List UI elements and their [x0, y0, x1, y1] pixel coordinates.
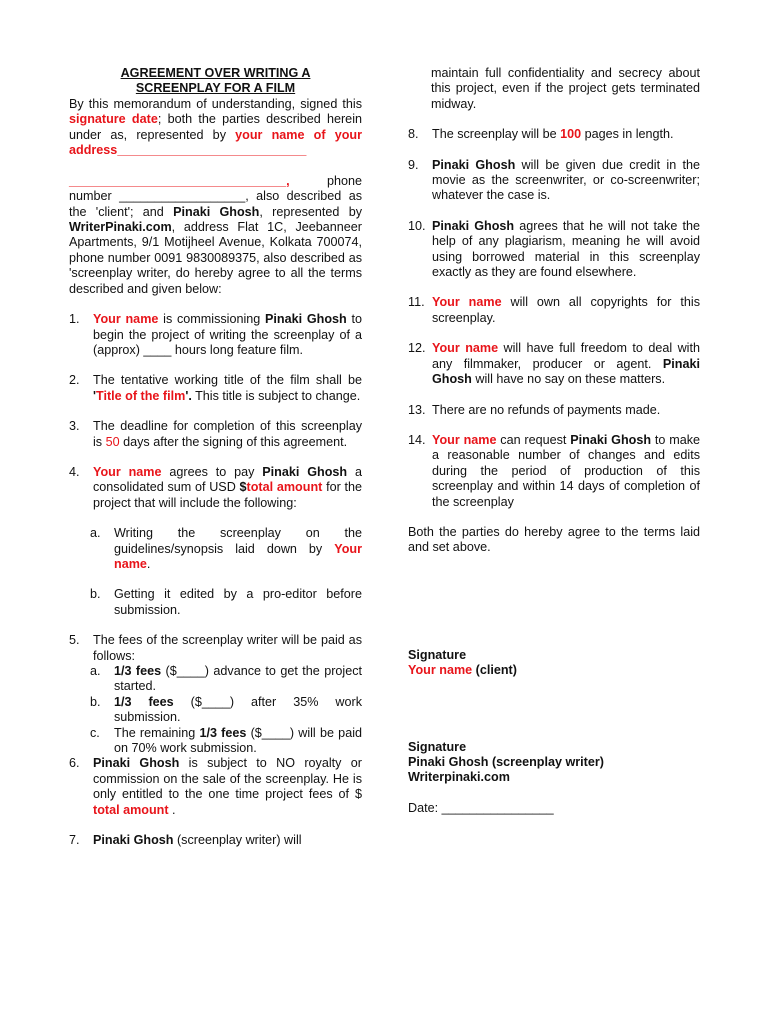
right-column	[408, 66, 700, 816]
clause-9: 9. Pinaki Ghosh will be given due credit in the movie as the screenwriter, or co-screenwriter; whatever the case is.	[408, 157, 700, 203]
clause-6: 6. Pinaki Ghosh is subject to NO royalty or commission on the sale of the screenplay. He is only entitled to the one time project fees of $ total amount .	[69, 756, 362, 817]
left-column	[69, 66, 362, 848]
clause-4b: b. Getting it edited by a pro-editor before submission.	[90, 587, 362, 617]
intro-paragraph: By this memorandum of understanding, signed this signature date; both the parties described herein under as, represented by your name of your address___________________________ _______________________________, phone number __________________, also described as the 'client'; and Pinaki Ghosh, represented by WriterPinaki.com, address Flat 1C, Jeebanneer Apartments, 9/1 Motijheel Avenue, Kolkata 700074, phone number 0091 9830089375, also described as 'screenplay writer, do hereby agree to all the terms described and given below:	[69, 96, 363, 296]
clause-3: 3. The deadline for completion of this screenplay is 50 days after the signing of this agreement.	[69, 419, 362, 449]
clause-5c: c. The remaining 1/3 fees ($____) will be paid on 70% work submission.	[90, 725, 362, 756]
writer-signature-label: Signature	[408, 739, 467, 754]
clause-10: 10. Pinaki Ghosh agrees that he will not take the help of any plagiarism, meaning he will avoid using borrowed material in this screenplay exactly as they are found elsewhere.	[408, 218, 700, 280]
client-signature-name: Your name	[408, 663, 473, 678]
pages-field: 100	[560, 127, 582, 142]
signature-date-field: signature date	[69, 112, 158, 127]
clause-4: 4. Your name agrees to pay Pinaki Ghosh a consolidated sum of USD $total amount for the project that will include the following:	[69, 464, 363, 510]
client-name-field: Your name	[93, 312, 159, 327]
date-line: Date: ________________	[408, 800, 554, 815]
clause-5: 5. The fees of the screenplay writer will be paid as follows:	[69, 633, 362, 663]
clause-1: 1. Your name is commissioning Pinaki Ghosh to begin the project of writing the screenplay of a (approx) ____ hours long feature film.	[69, 312, 362, 357]
phone-blank: __________________	[119, 189, 246, 204]
client-name-address-field: your name of your address	[69, 127, 362, 158]
clause-7: 7. Pinaki Ghosh (screenplay writer) will	[69, 833, 302, 848]
clause-12: 12. Your name will have full freedom to deal with any filmmaker, producer or agent. Pinaki Ghosh will have no say on these matters.	[408, 341, 700, 387]
writer-signature-block	[408, 740, 700, 786]
clause-8: 8. The screenplay will be 100 pages in length.	[408, 127, 674, 142]
date-blank: ________________	[441, 800, 554, 815]
days-field: 50	[105, 434, 120, 449]
clause-14: 14. Your name can request Pinaki Ghosh to make a reasonable number of changes and edits during the period of production of this screenplay and within 14 days of completion of the screenplay	[408, 432, 701, 509]
clause-2: 2. The tentative working title of the film shall be 'Title of the film'. This title is subject to change.	[69, 373, 362, 403]
writer-website: Writerpinaki.com	[408, 770, 510, 785]
agreement-title: AGREEMENT OVER WRITING A SCREENPLAY FOR A FILM	[120, 66, 311, 96]
clause-4a: a. Writing the screenplay on the guidelines/synopsis laid down by Your name.	[90, 526, 362, 571]
writer-signature-name: Pinaki Ghosh (screenplay writer)	[408, 754, 604, 769]
closing-statement: Both the parties do hereby agree to the terms laid and set above.	[408, 524, 700, 555]
client-signature-block: Signature Your name (client)	[408, 648, 700, 679]
client-signature-label: Signature	[408, 647, 467, 662]
clause-5a: a. 1/3 fees ($____) advance to get the project started.	[90, 664, 362, 694]
total-amount-field: total amount	[246, 480, 323, 495]
clause-5b: b. 1/3 fees ($____) after 35% work submission.	[90, 694, 362, 725]
clause-7-continued: maintain full confidentiality and secrecy about this project, even if the project gets terminated midway.	[431, 66, 700, 111]
film-title-field: Title of the film	[96, 388, 186, 403]
clause-13: 13. There are no refunds of payments made.	[408, 402, 661, 417]
clause-11: 11. Your name will own all copyrights for this screenplay.	[408, 295, 700, 325]
